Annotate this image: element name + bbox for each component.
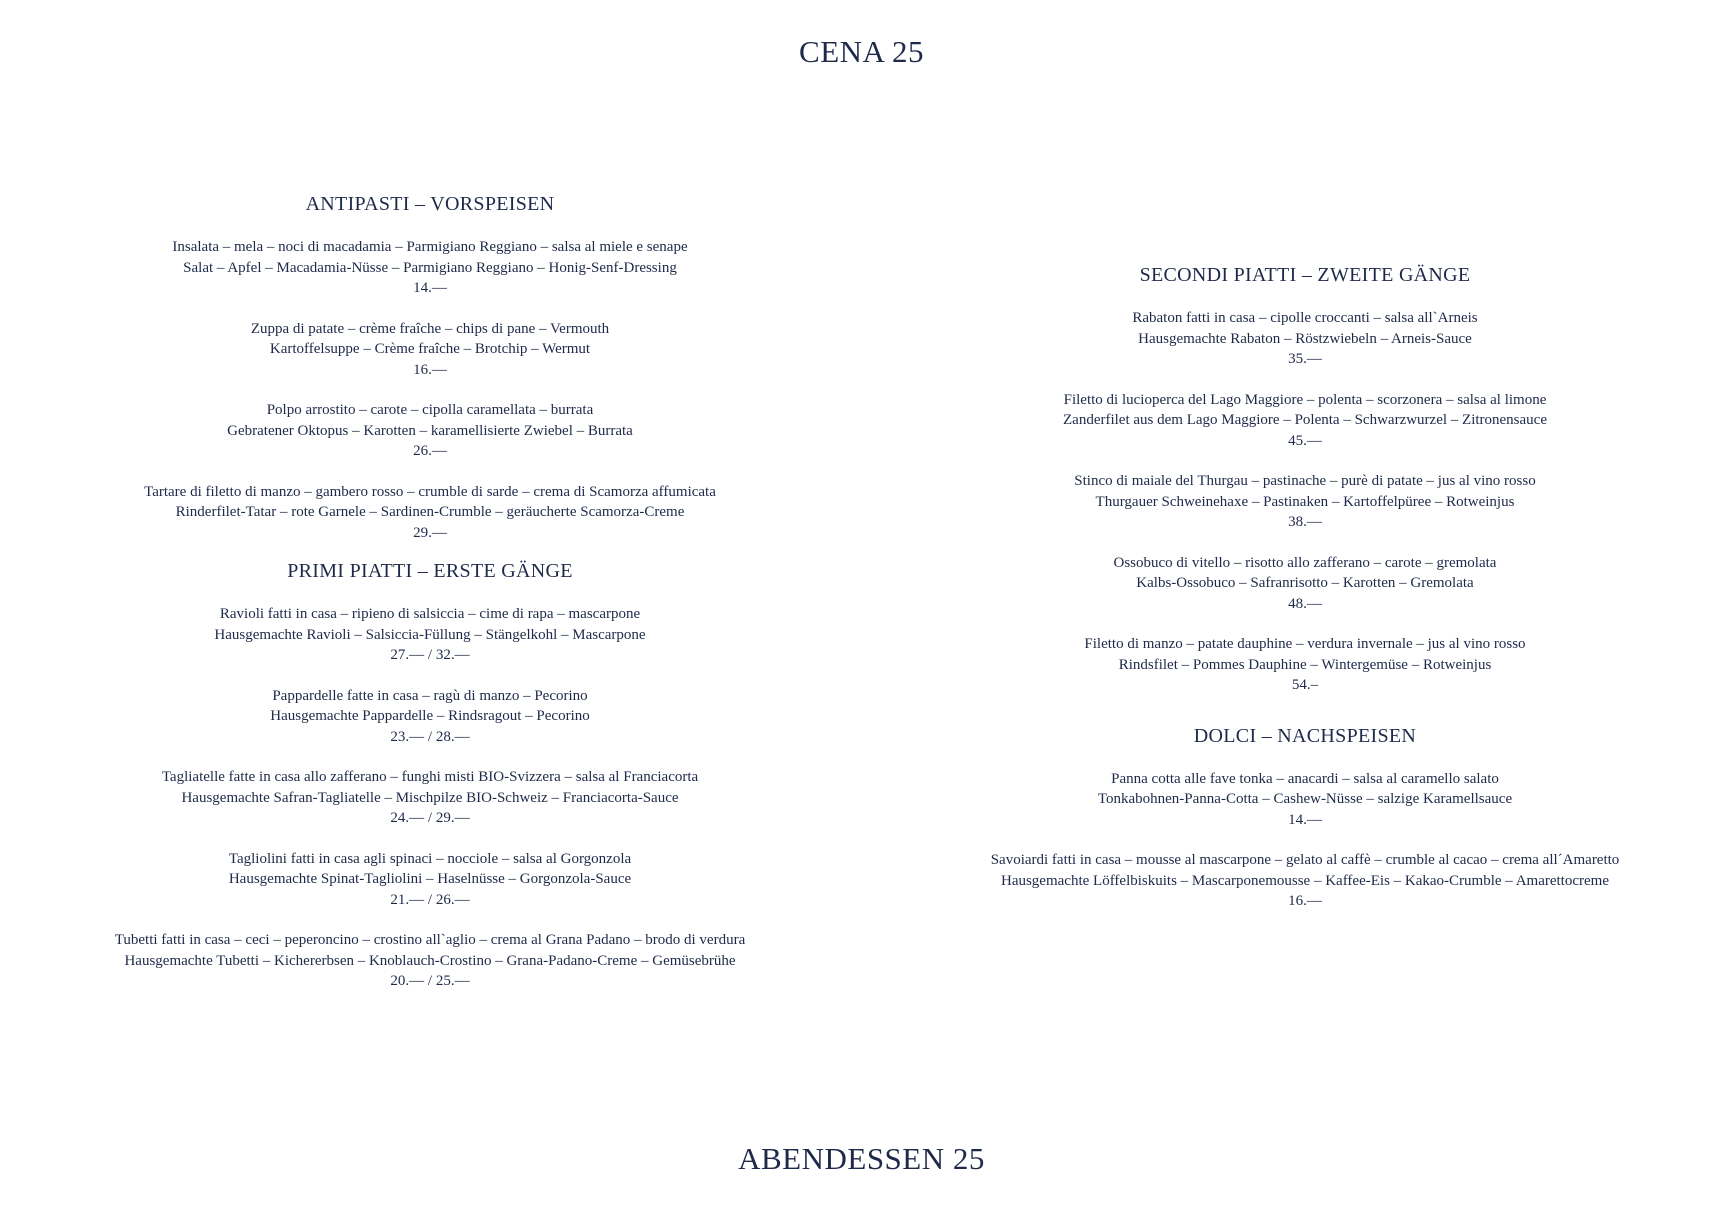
dish-price: 14.—: [413, 280, 447, 296]
dish-name-italian: Insalata – mela – noci di macadamia – Parmigiano Reggiano – salsa al miele e senape: [172, 239, 688, 255]
dish-item: [920, 390, 1690, 452]
dish-price: 38.—: [1288, 514, 1322, 530]
dish-price: 26.—: [413, 443, 447, 459]
dish-item: [60, 482, 800, 544]
dish-item: [920, 471, 1690, 533]
dish-name-italian: Ossobuco di vitello – risotto allo zafferano – carote – gremolata: [1113, 554, 1497, 571]
dish-item: [60, 237, 800, 299]
dish-name-italian: Panna cotta alle fave tonka – anacardi – salsa al caramello salato: [1111, 770, 1499, 787]
dish-name-german: Hausgemachte Ravioli – Salsiccia-Füllung – Stängelkohl – Mascarpone: [214, 626, 646, 643]
dish-name-italian: Pappardelle fatte in casa – ragù di manzo – Pecorino: [272, 687, 588, 704]
dish-price: 16.—: [1288, 893, 1322, 909]
dish-item: [60, 686, 800, 748]
dish-name-italian: Tagliolini fatti in casa agli spinaci – nocciole – salsa al Gorgonzola: [228, 850, 632, 867]
dish-name-italian: Tagliatelle fatte in casa allo zafferano – funghi misti BIO-Svizzera – salsa al Franciacorta: [161, 769, 699, 785]
dish-item: [60, 930, 800, 992]
dish-name-german: Tonkabohnen-Panna-Cotta – Cashew-Nüsse – salzige Karamellsauce: [1097, 791, 1513, 807]
dish-name-german: Rindsfilet – Pommes Dauphine – Wintergemüse – Rotweinjus: [1118, 656, 1492, 673]
dish-price: 20.— / 25.—: [390, 973, 470, 989]
section-primi: [60, 560, 800, 992]
dish-price: 24.— / 29.—: [390, 810, 470, 826]
page-title: CENA 25: [799, 34, 924, 69]
dish-price: 29.—: [413, 524, 447, 541]
dish-name-german: Hausgemachte Pappardelle – Rindsragout – Pecorino: [270, 708, 590, 724]
dish-name-german: Salat – Apfel – Macadamia-Nüsse – Parmigiano Reggiano – Honig-Senf-Dressing: [183, 259, 677, 276]
dish-name-german: Kartoffelsuppe – Crème fraîche – Brotchip – Wermut: [269, 341, 591, 357]
dish-name-german: Zanderfilet aus dem Lago Maggiore – Polenta – Schwarzwurzel – Zitronensauce: [1063, 412, 1547, 428]
dish-price: 48.—: [1288, 595, 1322, 612]
dish-price: 14.—: [1288, 811, 1322, 828]
dish-item: [920, 850, 1690, 912]
dish-price: 16.—: [413, 361, 447, 378]
section-title-dolci: DOLCI – NACHSPEISEN: [1193, 724, 1417, 747]
dish-name-italian: Savoiardi fatti in casa – mousse al mascarpone – gelato al caffè – crumble al cacao – crema all´Amaretto: [990, 852, 1620, 868]
dish-name-italian: Zuppa di patate – crème fraîche – chips di pane – Vermouth: [250, 320, 610, 337]
dish-item: [60, 767, 800, 829]
dish-item: [60, 604, 800, 666]
dish-item: [60, 849, 800, 911]
dish-price: 27.— / 32.—: [390, 647, 470, 663]
dish-name-german: Gebratener Oktopus – Karotten – karamellisierte Zwiebel – Burrata: [227, 422, 633, 439]
dish-name-german: Hausgemachte Spinat-Tagliolini – Haselnüsse – Gorgonzola-Sauce: [228, 871, 632, 887]
dish-price: 21.— / 26.—: [390, 891, 470, 908]
section-title-secondi: SECONDI PIATTI – ZWEITE GÄNGE: [1139, 264, 1471, 286]
page-footer-title: ABENDESSEN 25: [738, 1141, 985, 1176]
dish-item: [920, 769, 1690, 831]
dish-name-italian: Filetto di lucioperca del Lago Maggiore – polenta – scorzonera – salsa al limone: [1063, 391, 1547, 408]
section-secondi: [920, 264, 1690, 696]
dish-item: [60, 400, 800, 462]
dish-price: 45.—: [1288, 432, 1322, 449]
dish-name-italian: Tartare di filetto di manzo – gambero rosso – crumble di sarde – crema di Scamorza affumicata: [144, 483, 716, 500]
section-title-antipasti: ANTIPASTI – VORSPEISEN: [305, 193, 555, 215]
dish-name-italian: Ravioli fatti in casa – ripieno di salsiccia – cime di rapa – mascarpone: [219, 606, 641, 622]
section-title-primi: PRIMI PIATTI – ERSTE GÄNGE: [287, 560, 573, 582]
section-antipasti: [60, 193, 800, 543]
dish-name-german: Rinderfilet-Tatar – rote Garnele – Sardinen-Crumble – geräucherte Scamorza-Creme: [175, 504, 685, 520]
dish-name-italian: Tubetti fatti in casa – ceci – peperoncino – crostino all`aglio – crema al Grana Padano – brodo di verdura: [114, 932, 746, 948]
dish-name-german: Hausgemachte Tubetti – Kichererbsen – Knoblauch-Crostino – Grana-Padano-Creme – Gemüsebrühe: [124, 952, 736, 969]
dish-name-german: Kalbs-Ossobuco – Safranrisotto – Karotten – Gremolata: [1136, 575, 1474, 591]
dish-name-german: Hausgemachte Löffelbiskuits – Mascarponemousse – Kaffee-Eis – Kakao-Crumble – Amarettocreme: [1000, 872, 1609, 889]
menu-column-left: [60, 193, 800, 1012]
dish-name-german: Hausgemachte Safran-Tagliatelle – Mischpilze BIO-Schweiz – Franciacorta-Sauce: [181, 789, 679, 806]
dish-price: 54.–: [1291, 677, 1319, 693]
dish-name-italian: Filetto di manzo – patate dauphine – verdura invernale – jus al vino rosso: [1084, 636, 1526, 652]
dish-name-german: Thurgauer Schweinehaxe – Pastinaken – Kartoffelpüree – Rotweinjus: [1095, 493, 1515, 510]
dish-name-german: Hausgemachte Rabaton – Röstzwiebeln – Arneis-Sauce: [1138, 330, 1472, 347]
menu-column-right: [920, 264, 1690, 932]
dish-name-italian: Polpo arrostito – carote – cipolla caramellata – burrata: [266, 402, 594, 418]
section-dolci: [920, 725, 1690, 912]
dish-price: 35.—: [1288, 351, 1322, 367]
dish-item: [920, 308, 1690, 370]
dish-name-italian: Stinco di maiale del Thurgau – pastinache – purè di patate – jus al vino rosso: [1074, 473, 1536, 489]
dish-price: 23.— / 28.—: [390, 728, 470, 745]
dish-item: [60, 319, 800, 381]
dish-name-italian: Rabaton fatti in casa – cipolle croccanti – salsa all`Arneis: [1132, 310, 1478, 326]
dish-item: [920, 634, 1690, 696]
dish-item: [920, 553, 1690, 615]
